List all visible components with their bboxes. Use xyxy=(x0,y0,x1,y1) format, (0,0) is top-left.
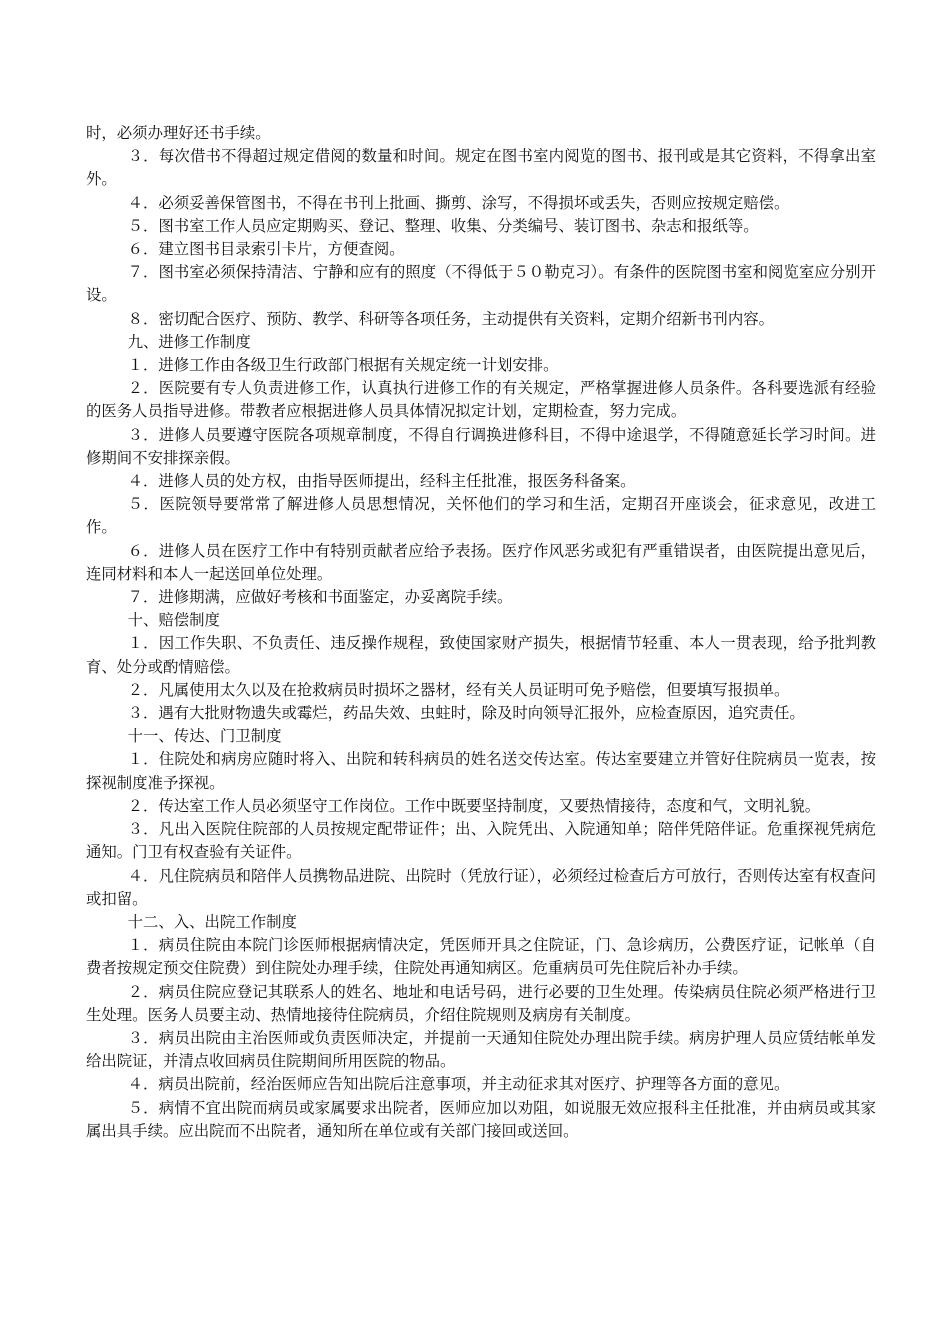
training-rule-4: ４．进修人员的处方权，由指导医师提出，经科主任批准，报医务科备案。 xyxy=(127,472,636,491)
training-rule-1: １．进修工作由各级卫生行政部门根据有关规定统一计划安排。 xyxy=(127,356,559,375)
compensation-rule-1: １．因工作失职、不负责任、违反操作规程，致使国家财产损失，根据情节轻重、本人一贯表现，给予批判教育、处分或酌情赔偿。 xyxy=(86,634,876,676)
gatekeeping-rule-3: ３．凡出入医院住院部的人员按规定配带证件；出、入院凭出、入院通知单；陪伴凭陪伴证。危重探视凭病危通知。门卫有权查验有关证件。 xyxy=(86,820,876,862)
library-rule-6: ６．建立图书目录索引卡片，方便查阅。 xyxy=(127,240,405,259)
document-body xyxy=(86,122,876,1143)
section-heading-11: 十一、传达、门卫制度 xyxy=(127,727,282,746)
library-rule-3: ３．每次借书不得超过规定借阅的数量和时间。规定在图书室内阅览的图书、报刊或是其它资料，不得拿出室外。 xyxy=(86,147,876,189)
library-rule-4: ４．必须妥善保管图书，不得在书刊上批画、撕剪、涂写，不得损坏或丢失，否则应按规定赔偿。 xyxy=(127,193,790,212)
training-rule-7: ７．进修期满，应做好考核和书面鉴定，办妥离院手续。 xyxy=(127,588,513,607)
admission-rule-2: ２．病员住院应登记其联系人的姓名、地址和电话号码，进行必要的卫生处理。传染病员住院必须严格进行卫生处理。医务人员要主动、热情地接待住院病员，介绍住院规则及病房有关制度。 xyxy=(86,982,876,1024)
compensation-rule-2: ２．凡属使用太久以及在抢救病员时损坏之器材，经有关人员证明可免予赔偿，但要填写报损单。 xyxy=(127,680,790,699)
section-heading-12: 十二、入、出院工作制度 xyxy=(127,912,297,931)
compensation-rule-3: ３．遇有大批财物遗失或霉烂，药品失效、虫蛀时，除及时向领导汇报外，应检查原因，追究责任。 xyxy=(127,704,805,723)
training-rule-3: ３．进修人员要遵守医院各项规章制度，不得自行调换进修科目，不得中途退学，不得随意延长学习时间。进修期间不安排探亲假。 xyxy=(86,425,876,467)
training-rule-5: ５．医院领导要常常了解进修人员思想情况，关怀他们的学习和生活，定期召开座谈会，征求意见，改进工作。 xyxy=(86,495,876,537)
paragraph-continuation: 时，必须办理好还书手续。 xyxy=(86,124,271,142)
gatekeeping-rule-1: １．住院处和病房应随时将入、出院和转科病员的姓名送交传达室。传达室要建立并管好住院病员一览表，按探视制度准予探视。 xyxy=(86,750,876,792)
gatekeeping-rule-2: ２．传达室工作人员必须坚守工作岗位。工作中既要坚持制度，又要热情接待，态度和气，文明礼貌。 xyxy=(127,796,821,815)
admission-rule-3: ３．病员出院由主治医师或负责医师决定，并提前一天通知住院处办理出院手续。病房护理人员应赁结帐单发给出院证，并清点收回病员住院期间所用医院的物品。 xyxy=(86,1028,876,1071)
gatekeeping-rule-4: ４．凡住院病员和陪伴人员携物品进院、出院时（凭放行证），必须经过检查后方可放行，否则传达室有权查问或扣留。 xyxy=(86,866,876,908)
admission-rule-5: ５．病情不宜出院而病员或家属要求出院者，医师应加以劝阻，如说服无效应报科主任批准，并由病员或其家属出具手续。应出院而不出院者，通知所在单位或有关部门接回或送回。 xyxy=(86,1098,876,1140)
training-rule-2: ２．医院要有专人负责进修工作，认真执行进修工作的有关规定，严格掌握进修人员条件。各科要选派有经验的医务人员指导进修。带教者应根据进修人员具体情况拟定计划，定期检查，努力完成。 xyxy=(86,379,876,421)
training-rule-6: ６．进修人员在医疗工作中有特别贡献者应给予表扬。医疗作风恶劣或犯有严重错误者，由医院提出意见后，连同材料和本人一起送回单位处理。 xyxy=(86,541,876,583)
section-heading-9: 九、进修工作制度 xyxy=(127,332,251,351)
section-heading-10: 十、赔偿制度 xyxy=(127,611,220,630)
library-rule-5: ５．图书室工作人员应定期购买、登记、整理、收集、分类编号、装订图书、杂志和报纸等。 xyxy=(127,216,759,235)
library-rule-7: ７．图书室必须保持清洁、宁静和应有的照度（不得低于５０勒克习）。有条件的医院图书室和阅览室应分别开设。 xyxy=(86,263,876,305)
admission-rule-1: １．病员住院由本院门诊医师根据病情决定，凭医师开具之住院证，门、急诊病历，公费医疗证，记帐单（自费者按规定预交住院费）到住院处办理手续，住院处再通知病区。危重病员可先住院后补办手续。 xyxy=(86,936,876,978)
library-rule-8: ８．密切配合医疗、预防、教学、科研等各项任务，主动提供有关资料，定期介绍新书刊内容。 xyxy=(127,309,774,328)
admission-rule-4: ４．病员出院前，经治医师应告知出院后注意事项，并主动征求其对医疗、护理等各方面的意见。 xyxy=(127,1075,790,1094)
